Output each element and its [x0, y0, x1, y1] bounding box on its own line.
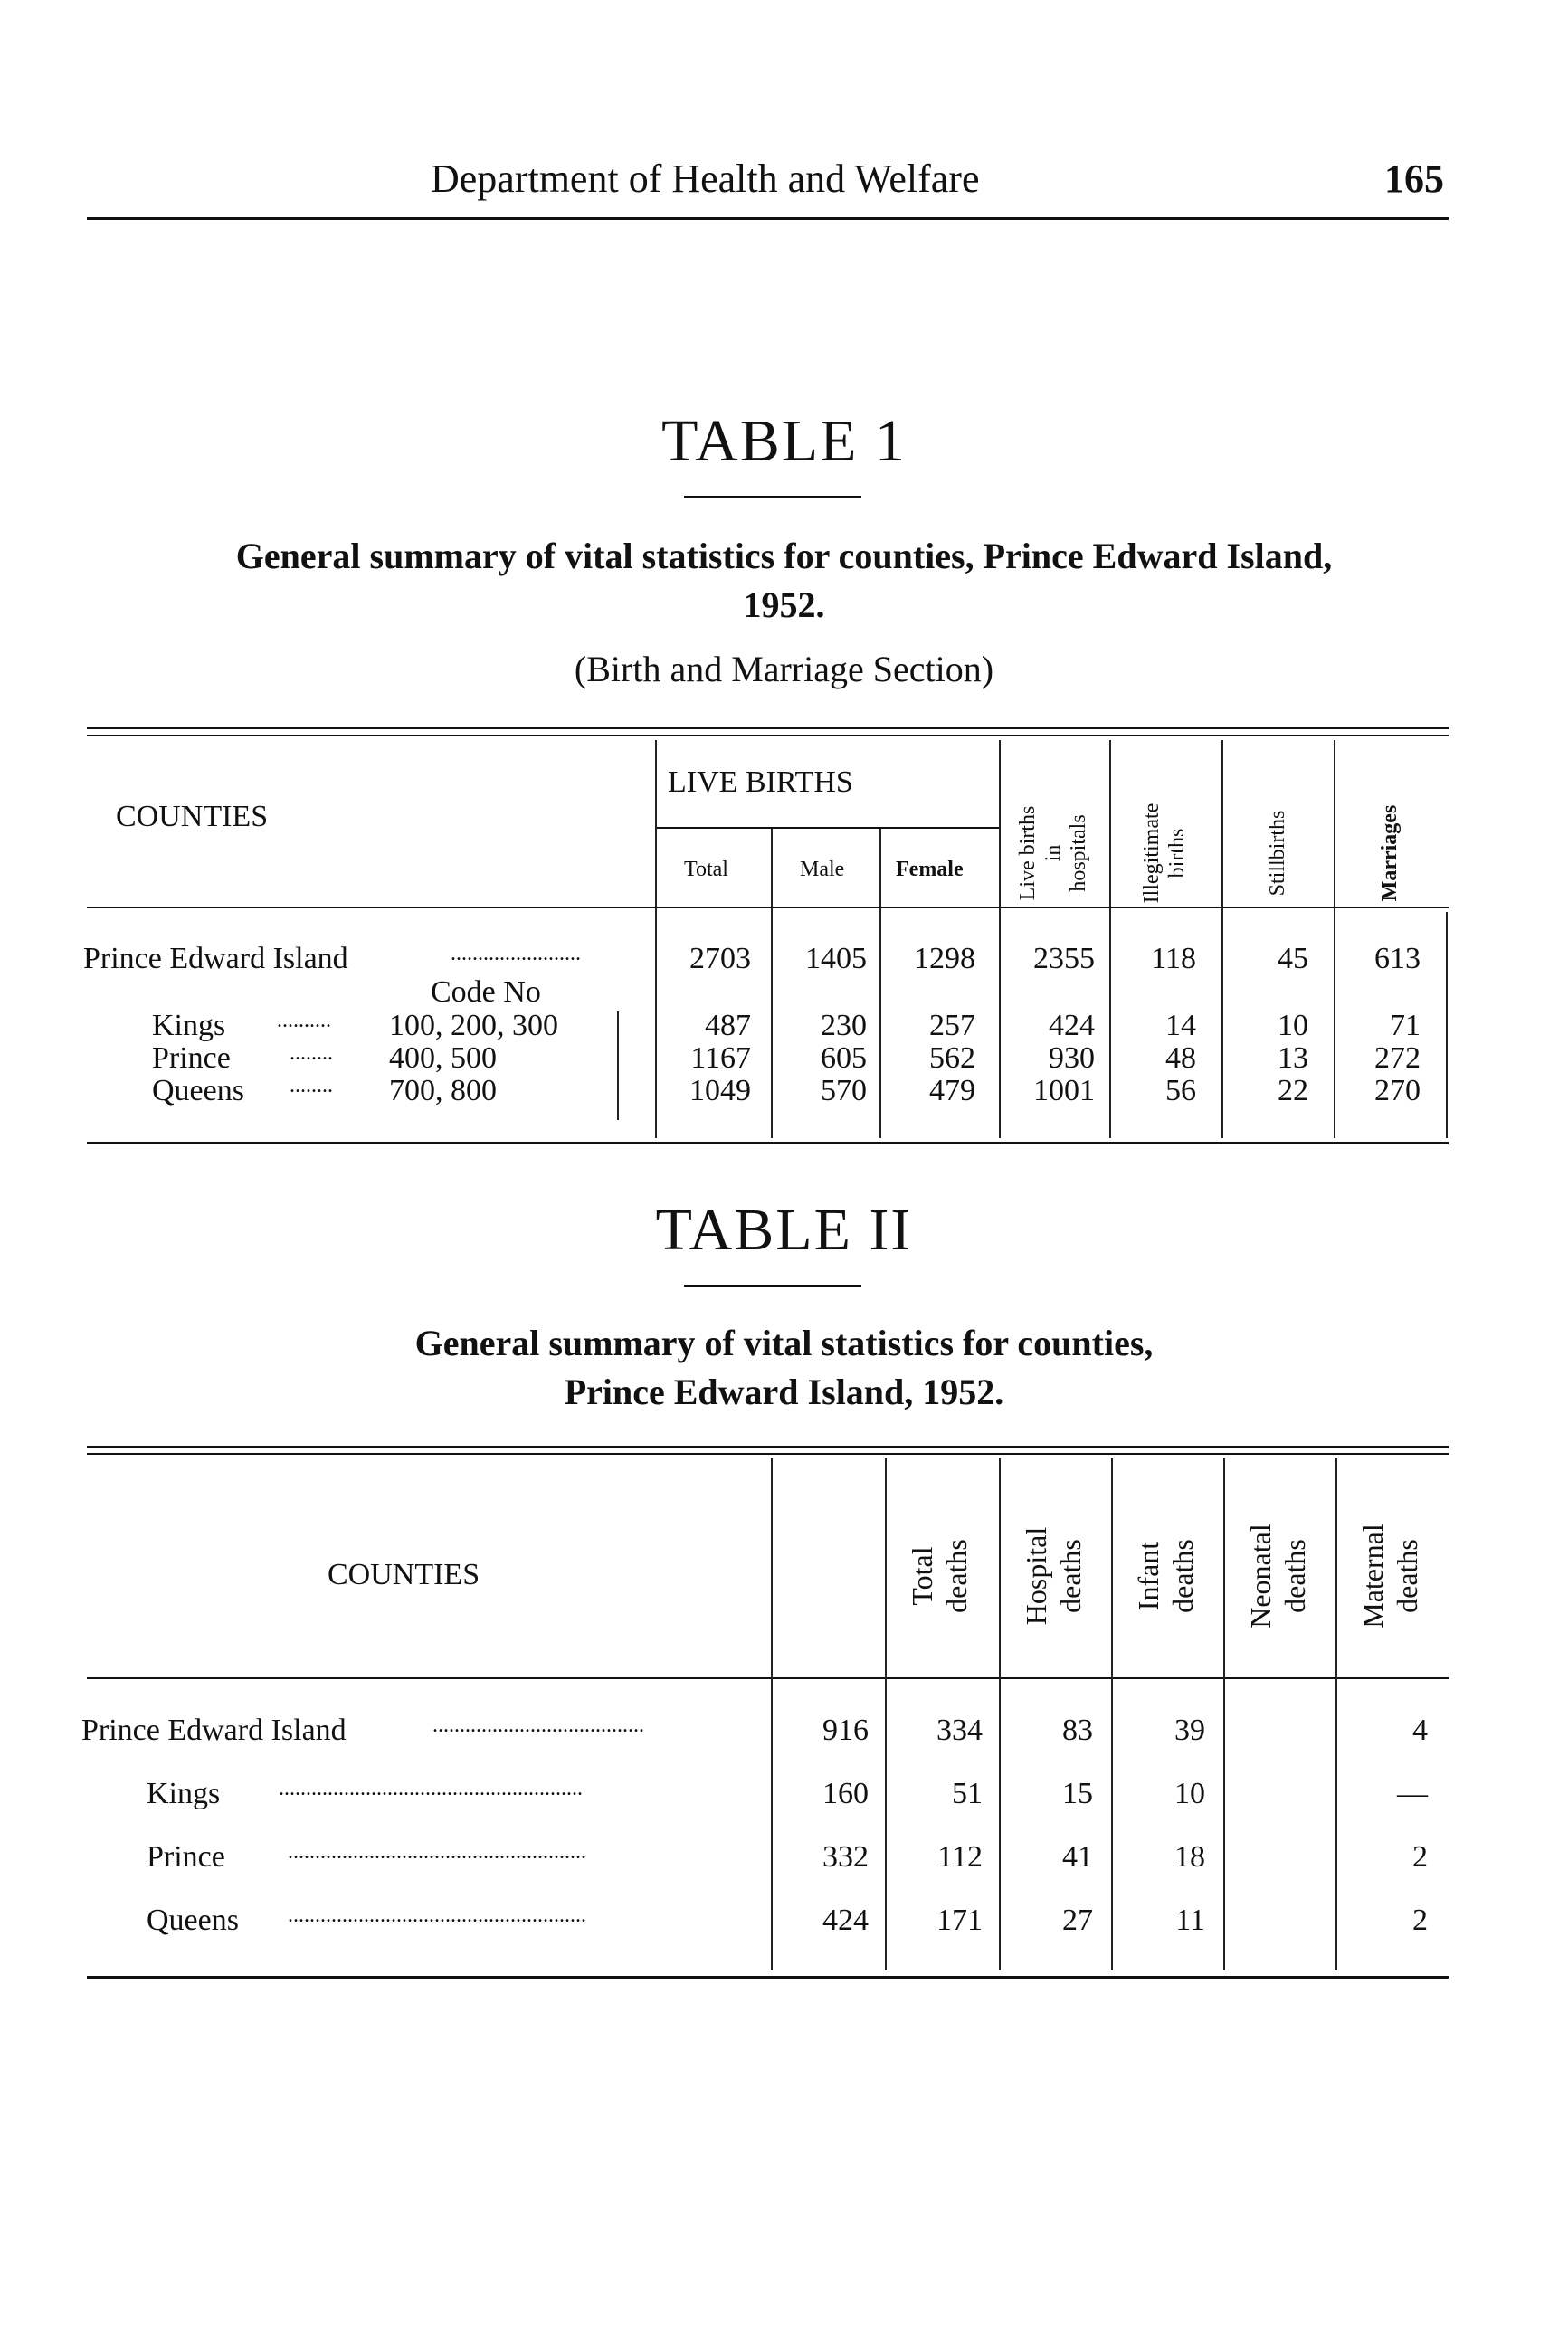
table2-row-leader: .......................................................	[288, 1840, 586, 1864]
table1-cell-marriages: 272	[1374, 1041, 1421, 1075]
table1-cell-marriages: 270	[1374, 1074, 1421, 1107]
table1-code-divider	[617, 1011, 619, 1120]
table1-row-name: Prince	[152, 1041, 231, 1075]
table1-header-live-births: LIVE BIRTHS	[668, 765, 853, 799]
table2-top-rule	[87, 1446, 1449, 1448]
table1-header-hospitals-l1: Live births	[1016, 805, 1040, 901]
table1-cell-illegitimate: 48	[1165, 1041, 1196, 1075]
table1-subtitle	[0, 532, 1568, 630]
table1-cell-illegitimate: 56	[1165, 1074, 1196, 1107]
table1-cell-hospitals: 1001	[1033, 1074, 1095, 1107]
table2-col-divider	[771, 1458, 773, 1970]
table1-cell-stillbirths: 22	[1278, 1074, 1308, 1107]
table2-title-rule	[684, 1285, 861, 1287]
table1-cell-male: 570	[821, 1074, 867, 1107]
table1-header-female: Female	[896, 858, 964, 881]
table2-cell-neonatal: 10	[1174, 1777, 1205, 1810]
table2-cell-infant: 15	[1062, 1777, 1093, 1810]
running-title: Department of Health and Welfare	[431, 157, 980, 201]
table2-row-name: Prince Edward Island	[81, 1714, 347, 1747]
table1-col-divider	[1446, 912, 1448, 1138]
table2-header-neonatal-l2: deaths	[1278, 1539, 1311, 1613]
table2-row-name: Queens	[147, 1904, 239, 1937]
table1-col-divider	[1109, 740, 1111, 1138]
table1-cell-hospitals: 424	[1049, 1009, 1095, 1042]
table2-col-divider	[999, 1458, 1001, 1970]
table1-cell-stillbirths: 13	[1278, 1041, 1308, 1075]
table2-header-hospital-l1: Hospital	[1020, 1526, 1052, 1626]
table2-header-total	[905, 1486, 977, 1666]
table2-row-name: Kings	[147, 1777, 221, 1810]
table1-row-code: 400, 500	[389, 1041, 497, 1075]
table1-col-divider	[999, 740, 1001, 1138]
table2-header-infant-l1: Infant	[1132, 1541, 1164, 1611]
table2-col-divider	[1111, 1458, 1113, 1970]
table1-col-divider	[771, 829, 773, 1138]
table2-top-rule-2	[87, 1453, 1449, 1455]
table1-live-births-rule	[655, 827, 1001, 829]
table1-header-total: Total	[684, 858, 728, 881]
table2-row-leader: .......................................................	[288, 1904, 586, 1927]
table2-cell-hospital: 112	[937, 1840, 983, 1874]
table1-col-divider	[655, 740, 657, 1138]
table1-row-name: Prince Edward Island	[83, 942, 348, 975]
table2-cell-maternal: 2	[1412, 1904, 1428, 1937]
table2-row-leader: .......................................	[432, 1714, 644, 1737]
table1-top-rule	[87, 727, 1449, 729]
table2-header-total-l2: deaths	[940, 1539, 973, 1613]
table1-title-rule	[684, 496, 861, 498]
table2-subtitle	[0, 1319, 1568, 1417]
table1-cell-female: 257	[929, 1009, 975, 1042]
table1-cell-total: 1167	[690, 1041, 751, 1075]
table2-header-infant	[1131, 1486, 1203, 1666]
table1-title: TABLE 1	[661, 408, 907, 474]
table1-header-hospitals-l3: hospitals	[1067, 814, 1090, 892]
table1-header-illegitimate-l2: births	[1165, 828, 1189, 878]
table2-header-maternal-l2: deaths	[1391, 1539, 1423, 1613]
table2-header-infant-l2: deaths	[1166, 1539, 1199, 1613]
table2-cell-maternal: 4	[1412, 1714, 1428, 1747]
table2-cell-hospital: 334	[936, 1714, 983, 1747]
table1-cell-total: 1049	[689, 1074, 751, 1107]
table1-header-male: Male	[800, 858, 845, 881]
table1-row-code: 100, 200, 300	[389, 1009, 558, 1042]
table1-cell-illegitimate: 118	[1151, 942, 1196, 975]
table1-col-divider	[879, 829, 881, 1138]
table2-subtitle-line1: General summary of vital statistics for counties,	[414, 1323, 1154, 1363]
table1-bottom-rule	[87, 1142, 1449, 1144]
table2-header-neonatal-l1: Neonatal	[1244, 1524, 1277, 1628]
table1-row-leader: ........	[290, 1074, 333, 1097]
table1-cell-hospitals: 930	[1049, 1041, 1095, 1075]
table1-cell-male: 230	[821, 1009, 867, 1042]
table1-row-leader: ........	[290, 1041, 333, 1065]
table1-header-live-births-hospitals	[1015, 763, 1093, 944]
table1-cell-female: 479	[929, 1074, 975, 1107]
table2-cell-total: 424	[822, 1904, 869, 1937]
table2-header-maternal-l1: Maternal	[1356, 1524, 1389, 1628]
table2-header-bottom-rule	[87, 1677, 1449, 1679]
table2-cell-maternal: 2	[1412, 1840, 1428, 1874]
table2-col-divider	[1223, 1458, 1225, 1970]
table1-header-marriages: Marriages	[1378, 804, 1402, 902]
table2-cell-maternal: —	[1397, 1777, 1428, 1810]
table1-header-hospitals-l2: in	[1041, 844, 1065, 862]
table2-cell-infant: 41	[1062, 1840, 1093, 1874]
table1-cell-marriages: 71	[1390, 1009, 1421, 1042]
table2-row-leader: ........................................................	[279, 1777, 583, 1800]
table1-cell-male: 605	[821, 1041, 867, 1075]
table1-cell-hospitals: 2355	[1033, 942, 1095, 975]
table2-subtitle-line2: Prince Edward Island, 1952.	[564, 1372, 1004, 1412]
table2-header-counties: COUNTIES	[328, 1558, 480, 1591]
table2-title: TABLE II	[655, 1197, 913, 1263]
table2-header-hospital	[1019, 1486, 1091, 1666]
table1-col-divider	[1334, 740, 1335, 1138]
table1-row-code: 700, 800	[389, 1074, 497, 1107]
table2-cell-neonatal: 18	[1174, 1840, 1205, 1874]
table2-bottom-rule	[87, 1976, 1449, 1979]
table1-header-illegitimate-l1: Illegitimate	[1140, 802, 1164, 904]
table2-cell-neonatal: 11	[1175, 1904, 1205, 1937]
table1-code-no-label: Code No	[431, 975, 541, 1009]
table1-cell-total: 487	[705, 1009, 751, 1042]
table1-cell-female: 1298	[914, 942, 975, 975]
table2-cell-total: 332	[822, 1840, 869, 1874]
table2-cell-neonatal: 39	[1174, 1714, 1205, 1747]
table1-subtitle-line1: General summary of vital statistics for counties, Prince Edward Island,	[235, 536, 1333, 576]
table1-cell-illegitimate: 14	[1165, 1009, 1196, 1042]
table1-col-divider	[1221, 740, 1223, 1138]
table2-header-total-l1: Total	[906, 1546, 938, 1606]
table2-header-hospital-l2: deaths	[1054, 1539, 1087, 1613]
table2-col-divider	[885, 1458, 887, 1970]
table1-cell-stillbirths: 10	[1278, 1009, 1308, 1042]
table1-cell-total: 2703	[689, 942, 751, 975]
table1-top-rule-2	[87, 735, 1449, 736]
table1-header-illegitimate	[1139, 763, 1192, 944]
table2-cell-total: 916	[822, 1714, 869, 1747]
table1-cell-marriages: 613	[1374, 942, 1421, 975]
table1-row-leader: ..........	[277, 1009, 331, 1032]
table1-header-stillbirths: Stillbirths	[1266, 810, 1289, 897]
table1-row-name: Queens	[152, 1074, 244, 1107]
table1-header-bottom-rule	[87, 907, 1449, 908]
table2-header-neonatal	[1243, 1486, 1316, 1666]
table1-header-counties: COUNTIES	[116, 800, 269, 833]
table2-row-name: Prince	[147, 1840, 225, 1874]
table1-cell-stillbirths: 45	[1278, 942, 1308, 975]
table2-col-divider	[1335, 1458, 1337, 1970]
table1-row-leader: ........................	[451, 942, 581, 965]
table2-cell-hospital: 51	[952, 1777, 983, 1810]
table2-cell-infant: 27	[1062, 1904, 1093, 1937]
table2-cell-hospital: 171	[936, 1904, 983, 1937]
table2-header-maternal	[1355, 1486, 1428, 1666]
table1-row-name: Kings	[152, 1009, 226, 1042]
table1-cell-male: 1405	[805, 942, 867, 975]
table1-section: (Birth and Marriage Section)	[574, 649, 994, 689]
table1-cell-female: 562	[929, 1041, 975, 1075]
table2-cell-infant: 83	[1062, 1714, 1093, 1747]
header-rule	[87, 217, 1449, 220]
table1-subtitle-line2: 1952.	[743, 584, 825, 625]
running-header	[87, 156, 1444, 210]
table2-cell-total: 160	[822, 1777, 869, 1810]
page-number: 165	[1384, 157, 1444, 201]
